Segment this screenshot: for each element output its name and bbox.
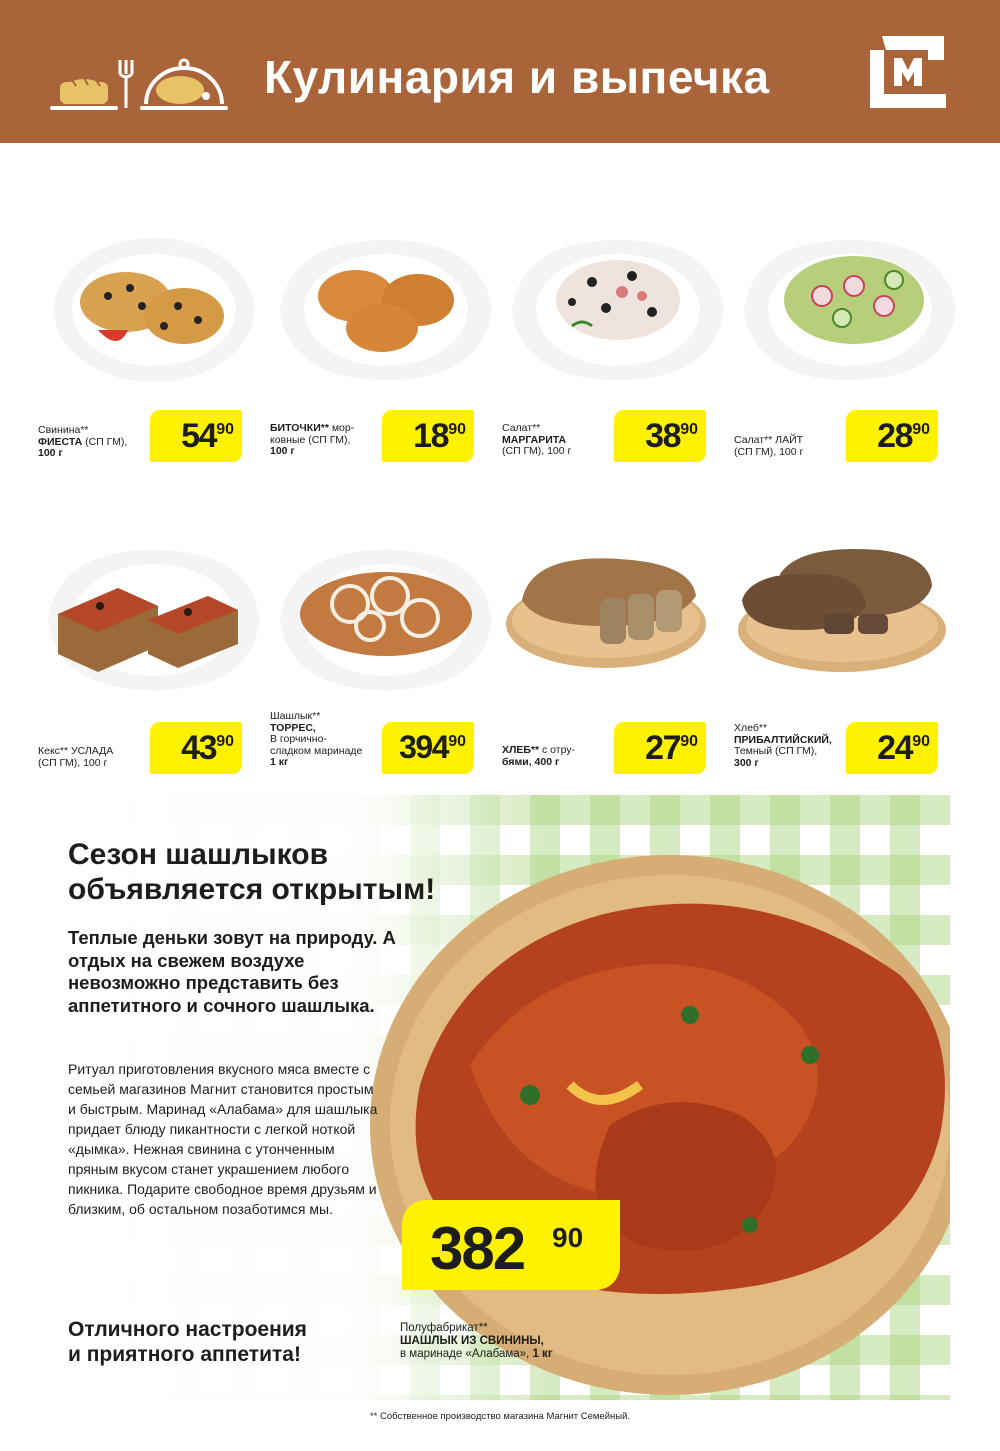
price-tag: 18 90 [382, 410, 474, 462]
product-label: БИТОЧКИ** мор- ковные (СП ГМ), 100 г [270, 422, 355, 457]
price-tag: 28 90 [846, 410, 938, 462]
cake-uslada-image [38, 540, 270, 730]
magnit-logo[interactable] [862, 28, 952, 116]
shashlik-board-image [370, 855, 950, 1395]
product-label: Хлеб** ПРИБАЛТИЙСКИЙ, Темный (СП ГМ), 300 г [734, 722, 832, 769]
price-tag: 24 90 [846, 722, 938, 774]
cloche-chicken-icon [140, 60, 228, 110]
product-label: Шашлык** ТОРРЕС, В горчично- сладком маринаде 1 кг [270, 710, 363, 768]
promo-section [50, 795, 950, 1400]
pork-fiesta-image [38, 230, 270, 420]
cooking-icons [50, 40, 230, 116]
bread-icon [50, 78, 118, 110]
product-label: Салат** МАРГАРИТА (СП ГМ), 100 г [502, 422, 572, 457]
product-card-bitochki[interactable] [270, 230, 502, 530]
header-banner [0, 0, 1000, 143]
price-tag: 54 90 [150, 410, 242, 462]
product-card-fiesta[interactable] [38, 230, 270, 530]
section-title: Кулинария и выпечка [264, 51, 770, 103]
promo-lead: Теплые деньки зовут на природу. А отдых на свежем воздухе невозможно представить без аппетитного и сочного шашлыка. [68, 927, 396, 1016]
baltic-bread-image [734, 540, 966, 730]
price-tag: 394 90 [382, 722, 474, 774]
bran-bread-image [502, 540, 734, 730]
product-card-margarita[interactable] [502, 230, 734, 530]
promo-title: Сезон шашлыков объявляется открытым! [68, 838, 436, 906]
promo-product-label: Полуфабрикат** ШАШЛЫК ИЗ СВИНИНЫ, в маринаде «Алабама», 1 кг [400, 1322, 553, 1360]
product-label: Свинина** ФИЕСТА (СП ГМ), 100 г [38, 424, 128, 459]
price-tag: 38 90 [614, 410, 706, 462]
product-card-lait[interactable] [734, 230, 966, 530]
price-tag: 43 90 [150, 722, 242, 774]
product-label: Салат** ЛАЙТ (СП ГМ), 100 г [734, 434, 804, 458]
salad-margarita-image [502, 230, 734, 420]
product-label: ХЛЕБ** с отру- бями, 400 г [502, 744, 576, 768]
big-price-tag: 382 90 [402, 1200, 620, 1290]
promo-body: Ритуал приготовления вкусного мяса вместе с семьей магазинов Магнит становится простым и быстрым. Маринад «Алабама» для шашлыка придает блюду пикантности с легкой ноткой «дымка». Нежная свинина с утонченным пряным вкусом станет украшением любого пикника. Подарите свободное время друзьям и близким, об остальном позаботимся мы. [68, 1061, 378, 1217]
product-label: Кекс** УСЛАДА (СП ГМ), 100 г [38, 745, 114, 769]
shashlik-torres-image [270, 540, 502, 730]
price-tag: 27 90 [614, 722, 706, 774]
carrot-patties-image [270, 230, 502, 420]
promo-outro: Отличного настроения и приятного аппетита! [68, 1318, 307, 1366]
footnote: ** Собственное производство магазина Магнит Семейный. [369, 1411, 631, 1422]
fork-icon [120, 60, 132, 108]
salad-lait-image [734, 230, 966, 420]
